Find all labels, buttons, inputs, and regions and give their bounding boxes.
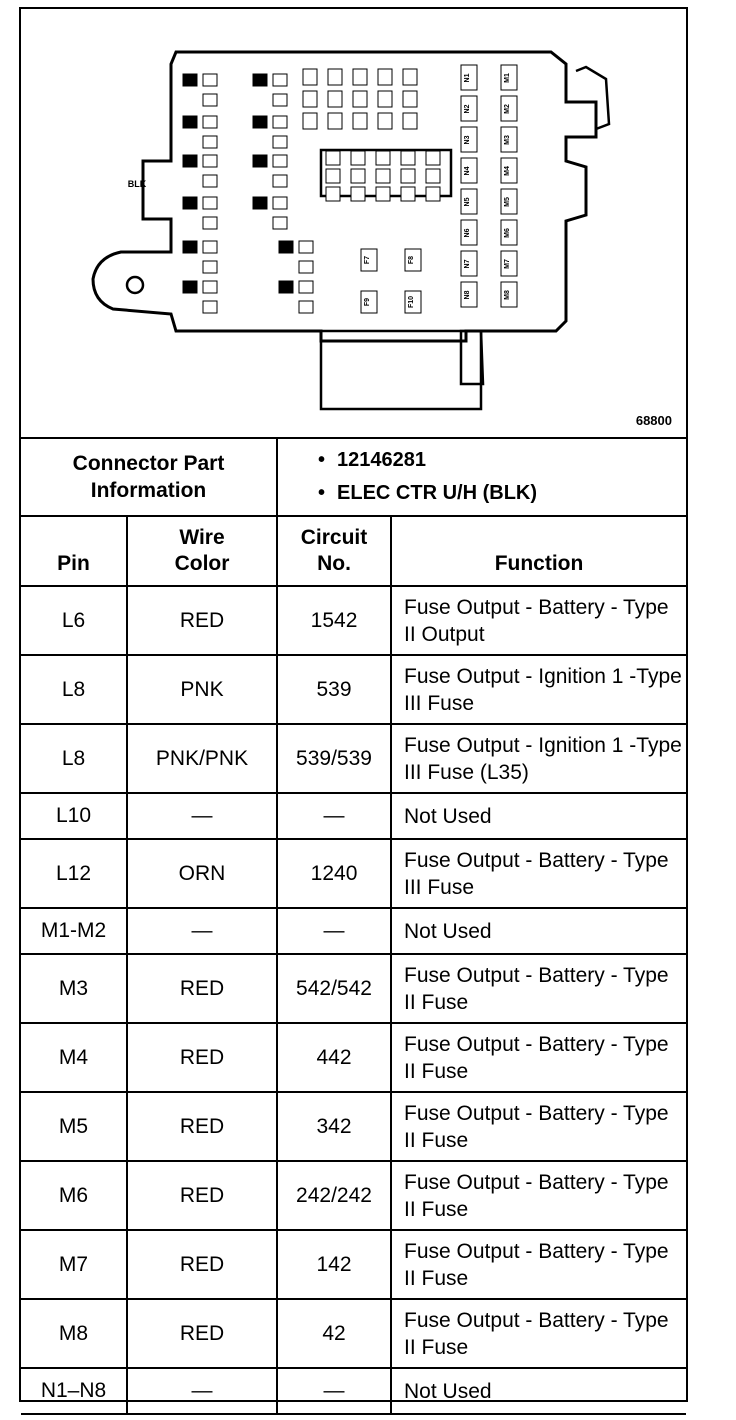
header-function: Function bbox=[391, 516, 686, 586]
fuse-cavity bbox=[203, 94, 217, 106]
circuit-cell: 542/542 bbox=[277, 954, 391, 1023]
fuse-label: M3 bbox=[504, 135, 511, 145]
fuse-cavity bbox=[403, 91, 417, 107]
fuse-cavity bbox=[351, 151, 365, 165]
fuse-cavity bbox=[203, 241, 217, 253]
table-row bbox=[21, 954, 686, 1023]
fuse-label: N5 bbox=[464, 197, 471, 207]
fuse-cavity bbox=[273, 155, 287, 167]
fuse-cavity bbox=[273, 74, 287, 86]
circuit-cell: — bbox=[277, 908, 391, 954]
wire-color-cell: RED bbox=[127, 1299, 277, 1368]
fuse-cavity bbox=[203, 261, 217, 273]
connector-drawing bbox=[21, 9, 686, 437]
fuse-cavity bbox=[378, 91, 392, 107]
fuse-cavity bbox=[203, 116, 217, 128]
fuse-label: N2 bbox=[464, 104, 471, 114]
pin-cell: M8 bbox=[21, 1299, 127, 1368]
table-row bbox=[21, 793, 686, 839]
fuse-label: M4 bbox=[504, 166, 511, 176]
fuse-label: F7 bbox=[364, 255, 371, 265]
function-cell: Fuse Output - Battery - Type III Fuse bbox=[391, 839, 686, 908]
circuit-cell: 1240 bbox=[277, 839, 391, 908]
fuse-label: N7 bbox=[464, 259, 471, 269]
wire-color-cell: RED bbox=[127, 1161, 277, 1230]
fuse-cavity bbox=[203, 281, 217, 293]
connector-description: • ELEC CTR U/H (BLK) bbox=[318, 477, 686, 510]
function-cell: Fuse Output - Battery - Type II Output bbox=[391, 586, 686, 655]
frame bbox=[19, 7, 688, 1402]
fuse-cavity bbox=[183, 241, 197, 253]
fuse-label: N6 bbox=[464, 228, 471, 238]
fuse-cavity bbox=[203, 301, 217, 313]
fuse-cavity bbox=[353, 69, 367, 85]
fuse-cavity bbox=[351, 169, 365, 183]
fuse-cavity bbox=[273, 136, 287, 148]
fuse-label: M5 bbox=[504, 197, 511, 207]
fuse-cavity bbox=[328, 113, 342, 129]
fuse-cavity bbox=[353, 91, 367, 107]
wire-color-cell: — bbox=[127, 793, 277, 839]
fuse-cavity bbox=[273, 116, 287, 128]
fuse-cavity bbox=[253, 155, 267, 167]
fuse-cavity bbox=[403, 113, 417, 129]
fuse-cavity bbox=[273, 175, 287, 187]
fuse-cavity bbox=[299, 261, 313, 273]
pin-cell: M1-M2 bbox=[21, 908, 127, 954]
fuse-cavity bbox=[273, 217, 287, 229]
header-row bbox=[21, 516, 686, 586]
table-row bbox=[21, 839, 686, 908]
wire-color-cell: RED bbox=[127, 1023, 277, 1092]
fuse-cavity bbox=[426, 151, 440, 165]
circuit-cell: 242/242 bbox=[277, 1161, 391, 1230]
fuse-cavity bbox=[203, 136, 217, 148]
fuse-cavity bbox=[303, 69, 317, 85]
connector-info-row bbox=[21, 438, 686, 516]
fuse-label: M1 bbox=[504, 73, 511, 83]
function-cell: Fuse Output - Battery - Type II Fuse bbox=[391, 1299, 686, 1368]
fuse-label: M6 bbox=[504, 228, 511, 238]
fuse-cavity bbox=[351, 187, 365, 201]
circuit-cell: 539/539 bbox=[277, 724, 391, 793]
pin-cell: L12 bbox=[21, 839, 127, 908]
wire-color-cell: RED bbox=[127, 1230, 277, 1299]
pin-cell: L6 bbox=[21, 586, 127, 655]
table-row bbox=[21, 586, 686, 655]
fuse-cavity bbox=[253, 116, 267, 128]
connector-diagram bbox=[21, 9, 686, 437]
fuse-cavity bbox=[253, 74, 267, 86]
fuse-cavity bbox=[378, 69, 392, 85]
function-cell: Fuse Output - Battery - Type II Fuse bbox=[391, 1230, 686, 1299]
table-row bbox=[21, 1161, 686, 1230]
pin-cell: M7 bbox=[21, 1230, 127, 1299]
fuse-cavity bbox=[378, 113, 392, 129]
fuse-cavity bbox=[376, 169, 390, 183]
function-cell: Not Used bbox=[391, 1368, 686, 1414]
pin-cell: L8 bbox=[21, 655, 127, 724]
function-cell: Not Used bbox=[391, 908, 686, 954]
table-row bbox=[21, 908, 686, 954]
header-pin: Pin bbox=[21, 516, 127, 586]
wire-color-cell: RED bbox=[127, 954, 277, 1023]
pin-cell: M3 bbox=[21, 954, 127, 1023]
function-cell: Fuse Output - Battery - Type II Fuse bbox=[391, 1161, 686, 1230]
wire-color-cell: — bbox=[127, 1368, 277, 1414]
function-cell: Fuse Output - Battery - Type II Fuse bbox=[391, 954, 686, 1023]
fuse-cavity bbox=[303, 113, 317, 129]
fuse-cavity bbox=[328, 69, 342, 85]
circuit-cell: 42 bbox=[277, 1299, 391, 1368]
circuit-cell: — bbox=[277, 793, 391, 839]
fuse-cavity bbox=[328, 91, 342, 107]
wire-color-cell: — bbox=[127, 908, 277, 954]
fuse-cavity bbox=[183, 155, 197, 167]
fuse-cavity bbox=[253, 197, 267, 209]
fuse-cavity bbox=[426, 169, 440, 183]
connector-table bbox=[21, 437, 686, 1415]
fuse-cavity bbox=[183, 74, 197, 86]
fuse-cavity bbox=[403, 69, 417, 85]
connector-info-label: Connector Part Information bbox=[21, 438, 277, 516]
fuse-cavity bbox=[183, 281, 197, 293]
connector-part-number: • 12146281 bbox=[318, 444, 686, 477]
fuse-cavity bbox=[326, 151, 340, 165]
wire-color-cell: ORN bbox=[127, 839, 277, 908]
function-cell: Fuse Output - Ignition 1 -Type III Fuse bbox=[391, 655, 686, 724]
fuse-cavity bbox=[203, 217, 217, 229]
fuse-label: N3 bbox=[464, 135, 471, 145]
table-row bbox=[21, 1230, 686, 1299]
fuse-label: N8 bbox=[464, 290, 471, 300]
fuse-cavity bbox=[183, 197, 197, 209]
fuse-cavity bbox=[401, 187, 415, 201]
fuse-cavity bbox=[273, 94, 287, 106]
fuse-label: F10 bbox=[408, 295, 415, 309]
table-row bbox=[21, 724, 686, 793]
table-row bbox=[21, 1023, 686, 1092]
wire-color-cell: RED bbox=[127, 1092, 277, 1161]
fuse-cavity bbox=[203, 74, 217, 86]
pin-cell: M5 bbox=[21, 1092, 127, 1161]
fuse-label: M2 bbox=[504, 104, 511, 114]
connector-info-items bbox=[277, 438, 686, 516]
fuse-cavity bbox=[279, 241, 293, 253]
fuse-cavity bbox=[203, 197, 217, 209]
fuse-label: F9 bbox=[364, 297, 371, 307]
pin-cell: M6 bbox=[21, 1161, 127, 1230]
fuse-cavity bbox=[376, 151, 390, 165]
fuse-cavity bbox=[426, 187, 440, 201]
table-row bbox=[21, 1092, 686, 1161]
function-cell: Not Used bbox=[391, 793, 686, 839]
pin-cell: L10 bbox=[21, 793, 127, 839]
fuse-cavity bbox=[326, 169, 340, 183]
fuse-cavity bbox=[376, 187, 390, 201]
fuse-cavity bbox=[303, 91, 317, 107]
fuse-cavity bbox=[401, 169, 415, 183]
header-circuit-no: Circuit No. bbox=[277, 516, 391, 586]
fuse-cavity bbox=[273, 197, 287, 209]
fuse-label: N4 bbox=[464, 166, 471, 176]
header-wire-color: Wire Color bbox=[127, 516, 277, 586]
figure-number: 68800 bbox=[635, 413, 672, 428]
fuse-cavity bbox=[203, 155, 217, 167]
fuse-cavity bbox=[183, 116, 197, 128]
function-cell: Fuse Output - Battery - Type II Fuse bbox=[391, 1023, 686, 1092]
wire-color-cell: PNK/PNK bbox=[127, 724, 277, 793]
function-cell: Fuse Output - Battery - Type II Fuse bbox=[391, 1092, 686, 1161]
circuit-cell: 442 bbox=[277, 1023, 391, 1092]
fuse-label: BLK bbox=[127, 179, 147, 189]
circuit-cell: 342 bbox=[277, 1092, 391, 1161]
pin-cell: L8 bbox=[21, 724, 127, 793]
circuit-cell: 539 bbox=[277, 655, 391, 724]
fuse-cavity bbox=[299, 301, 313, 313]
fuse-cavity bbox=[326, 187, 340, 201]
wire-color-cell: RED bbox=[127, 586, 277, 655]
circuit-cell: 1542 bbox=[277, 586, 391, 655]
table-row bbox=[21, 1368, 686, 1414]
fuse-cavity bbox=[401, 151, 415, 165]
fuse-cavity bbox=[299, 281, 313, 293]
fuse-label: M8 bbox=[504, 290, 511, 300]
circuit-cell: 142 bbox=[277, 1230, 391, 1299]
pin-cell: N1–N8 bbox=[21, 1368, 127, 1414]
fuse-cavity bbox=[353, 113, 367, 129]
fuse-cavity bbox=[203, 175, 217, 187]
function-cell: Fuse Output - Ignition 1 -Type III Fuse (L35) bbox=[391, 724, 686, 793]
table-row bbox=[21, 655, 686, 724]
pin-cell: M4 bbox=[21, 1023, 127, 1092]
fuse-label: M7 bbox=[504, 259, 511, 269]
table-row bbox=[21, 1299, 686, 1368]
wire-color-cell: PNK bbox=[127, 655, 277, 724]
circuit-cell: — bbox=[277, 1368, 391, 1414]
fuse-label: N1 bbox=[464, 73, 471, 83]
fuse-label: F8 bbox=[408, 255, 415, 265]
fuse-cavity bbox=[279, 281, 293, 293]
fuse-cavity bbox=[299, 241, 313, 253]
